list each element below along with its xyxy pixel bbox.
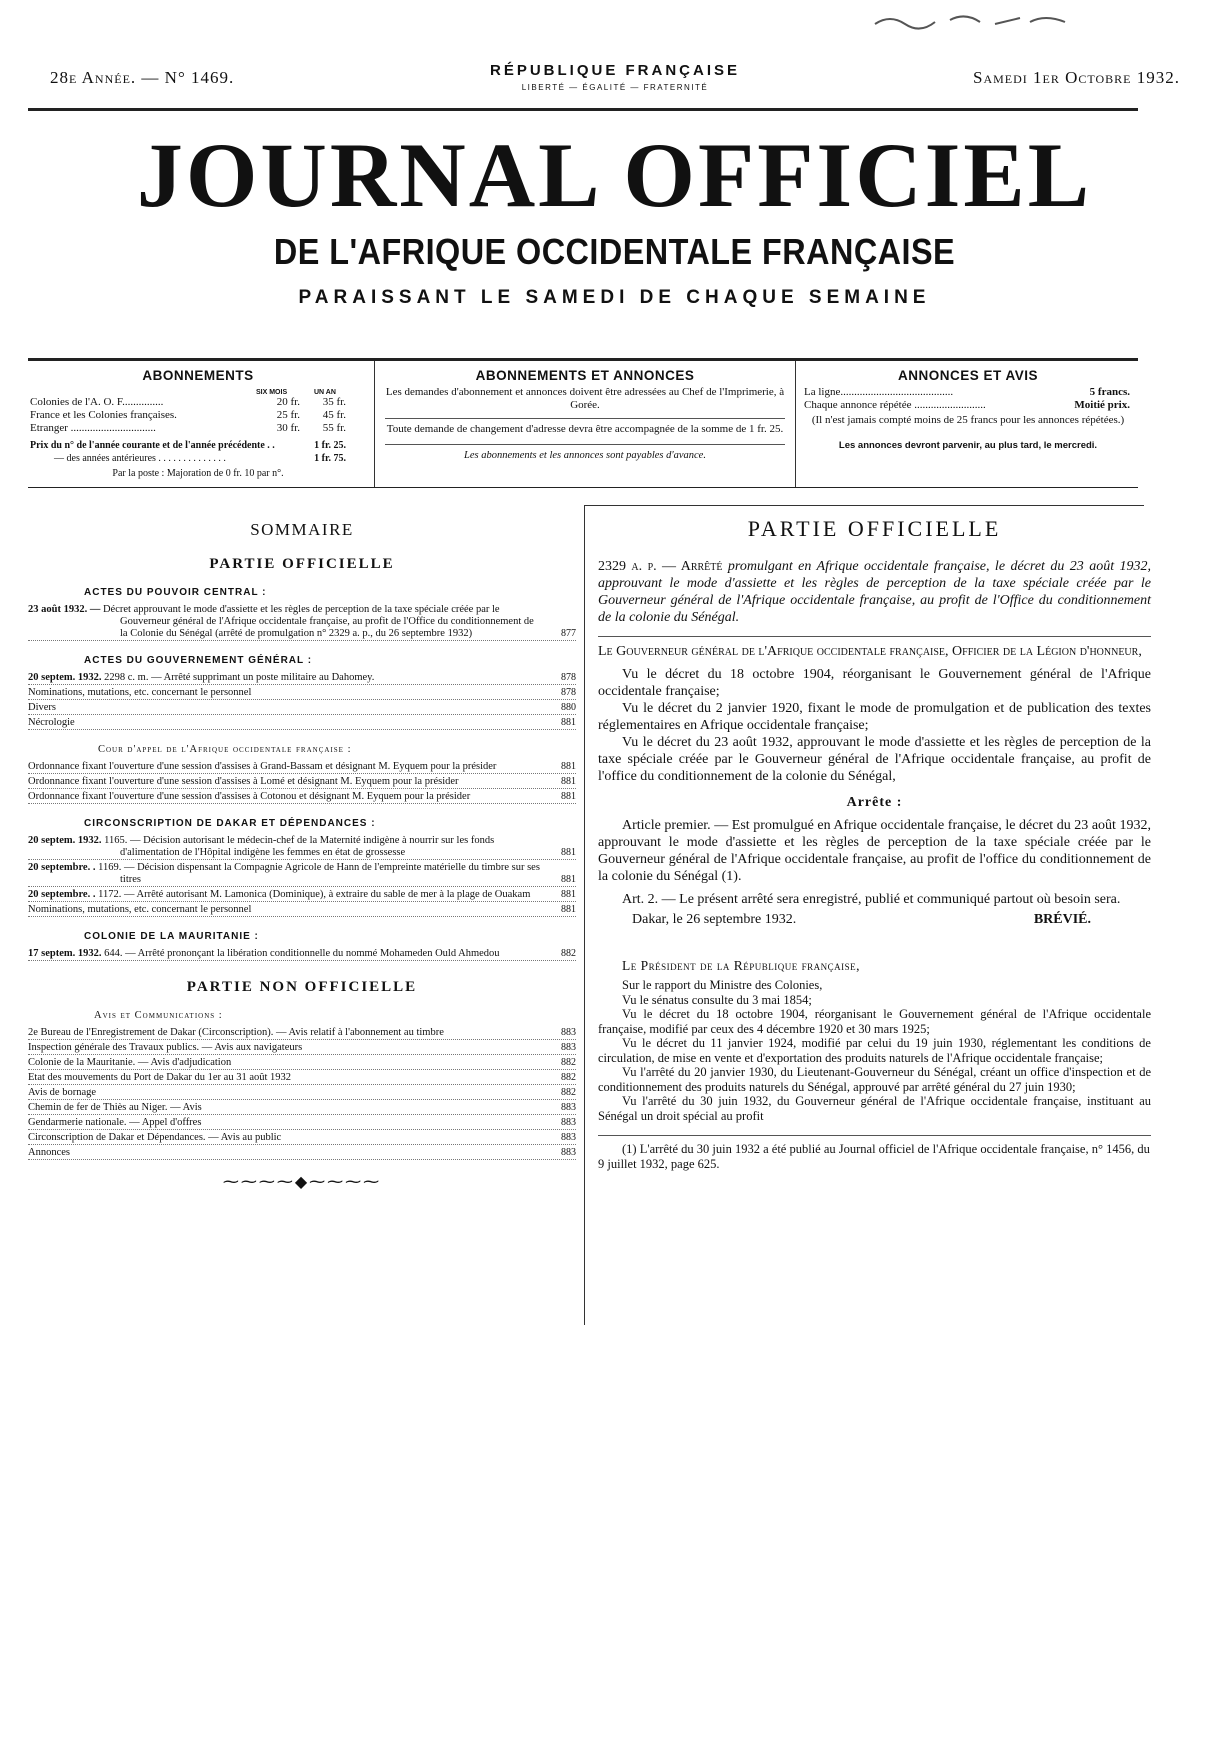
issue-number: 28e Année. — N° 1469. xyxy=(50,68,235,87)
toc-row xyxy=(28,791,576,804)
arrete-label: Arrête : xyxy=(846,795,903,810)
toc-date: 20 septembre. . xyxy=(28,862,96,873)
toc-text: Ordonnance fixant l'ouverture d'une session d'assises à Cotonou et désignant M. Eyquem pour la présider xyxy=(28,791,471,802)
ads-note: (Il n'est jamais compté moins de 25 francs pour les annonces répétées.) xyxy=(811,414,1125,426)
vu-1: Vu le décret du 18 octobre 1904, réorganisant le Gouvernement général de l'Afrique occidentale française; xyxy=(598,667,1151,699)
signature: BRÉVIÉ. xyxy=(1033,912,1091,927)
toc-date: 23 août 1932. — xyxy=(28,604,101,615)
avis-text: Annonces xyxy=(28,1147,70,1158)
toc-row xyxy=(28,948,576,961)
toc-page: 881 xyxy=(561,717,576,728)
tarif-row xyxy=(28,422,368,435)
toc-text: 2298 c. m. — Arrêté supprimant un poste militaire au Dahomey. xyxy=(104,672,375,683)
toc-text: Nominations, mutations, etc. concernant le personnel xyxy=(28,904,252,915)
avis-row xyxy=(28,1147,576,1160)
toc-page: 881 xyxy=(561,776,576,787)
decret-p3: Vu le décret du 18 octobre 1904, réorganisant le Gouvernement général de l'Afrique occidentale française, modifié par ceux des 4 décembre 1920 et 30 mars 1925; xyxy=(598,1007,1151,1036)
toc-section-head: CIRCONSCRIPTION DE DAKAR ET DÉPENDANCES : xyxy=(84,818,376,829)
article-2: Art. 2. — Le présent arrêté sera enregistré, publié et communiqué partout où besoin sera. xyxy=(622,892,1121,907)
toc-section-head: ACTES DU GOUVERNEMENT GÉNÉRAL : xyxy=(84,655,313,666)
sommaire-title: SOMMAIRE xyxy=(250,520,354,539)
toc-row xyxy=(28,687,576,700)
republic-name: RÉPUBLIQUE FRANÇAISE xyxy=(489,62,740,79)
toc-row xyxy=(28,889,576,902)
toc-date: 20 septem. 1932. xyxy=(28,835,102,846)
toc-row xyxy=(28,672,576,685)
ads-column xyxy=(798,361,1138,487)
president-line: Le Président de la République française, xyxy=(622,958,861,973)
avis-page: 883 xyxy=(561,1132,576,1143)
toc-date: 20 septem. 1932. xyxy=(28,672,102,683)
toc-page: 878 xyxy=(561,687,576,698)
sommaire-column xyxy=(28,512,576,1442)
arrete-heading xyxy=(598,558,1151,626)
ads-deadline: Les annonces devront parvenir, au plus tard, le mercredi. xyxy=(838,440,1098,451)
ads-line-value: 5 francs. xyxy=(1089,386,1130,398)
avis-text: Etat des mouvements du Port de Dakar du 1er au 31 août 1932 xyxy=(28,1072,292,1083)
toc-text: Ordonnance fixant l'ouverture d'une session d'assises à Grand-Bassam et désignant M. Eyquem pour la présider xyxy=(28,761,497,772)
footnote: (1) L'arrêté du 30 juin 1932 a été publié au Journal officiel de l'Afrique occidentale française, n° 1456, du 9 juillet 1932, page 625. xyxy=(598,1135,1151,1171)
vu-2: Vu le décret du 2 janvier 1920, fixant le mode de promulgation et de publication des textes réglementaires en Afrique occidentale française; xyxy=(598,701,1151,733)
arrete-number: 2329 a. p. — Arrêté xyxy=(598,559,723,574)
official-column xyxy=(592,512,1157,1512)
ads-title: ANNONCES ET AVIS xyxy=(897,368,1038,383)
signature-line xyxy=(632,912,1151,930)
toc-section-head: ACTES DU POUVOIR CENTRAL : xyxy=(84,587,267,598)
vu-3: Vu le décret du 23 août 1932, approuvant le mode d'assiette et les règles de perception de la taxe spéciale créée par le Gouverneur général de l'Afrique occidentale française, au profit de l'office du conditionnement de la colonie du Sénégal, xyxy=(598,735,1151,784)
toc-section-head: Cour d'appel de l'Afrique occidentale française : xyxy=(98,744,352,755)
toc-row xyxy=(28,835,576,860)
avis-page: 883 xyxy=(561,1102,576,1113)
price-old xyxy=(28,452,368,465)
price-current xyxy=(28,439,368,452)
subscriptions-ads-p1: Les demandes d'abonnement et annonces doivent être adressées au Chef de l'Imprimerie, à Gorée. xyxy=(385,386,785,411)
avis-page: 883 xyxy=(561,1027,576,1038)
toc-page: 882 xyxy=(561,948,576,959)
ads-repeat-price xyxy=(802,399,1134,412)
toc-text: Ordonnance fixant l'ouverture d'une session d'assises à Lomé et désignant M. Eyquem pour la présider xyxy=(28,776,459,787)
tarif-one-year: 35 fr. xyxy=(322,396,346,408)
tarif-rows xyxy=(28,396,368,435)
price-current-value: 1 fr. 25. xyxy=(314,440,346,451)
toc-text: Divers xyxy=(28,702,56,713)
subscriptions-ads-title: ABONNEMENTS ET ANNONCES xyxy=(475,368,695,383)
tarif-label: Etranger ............................... xyxy=(30,422,156,434)
avis-row xyxy=(28,1042,576,1055)
republic-motto: LIBERTÉ — ÉGALITÉ — FRATERNITÉ xyxy=(521,83,709,92)
toc-row xyxy=(28,604,576,641)
ads-line-price xyxy=(802,386,1134,399)
toc-page: 878 xyxy=(561,672,576,683)
ads-line-label: La ligne......................................... xyxy=(804,386,954,398)
toc-row xyxy=(28,717,576,730)
journal-subtitle: DE L'AFRIQUE OCCIDENTALE FRANÇAISE xyxy=(273,231,956,272)
sommaire-part-official: PARTIE OFFICIELLE xyxy=(209,556,395,572)
avis-row xyxy=(28,1102,576,1115)
avis-page: 883 xyxy=(561,1147,576,1158)
top-banner xyxy=(50,62,1180,102)
masthead xyxy=(0,125,1229,309)
avis-text: Circonscription de Dakar et Dépendances. — Avis au public xyxy=(28,1132,282,1143)
journal-title: JOURNAL OFFICIEL xyxy=(136,124,1093,226)
toc-page: 881 xyxy=(561,904,576,915)
tarif-one-year: 55 fr. xyxy=(322,422,346,434)
avis-text: Colonie de la Mauritanie. — Avis d'adjudication xyxy=(28,1057,232,1068)
avis-row xyxy=(28,1027,576,1040)
subscriptions-ads-column xyxy=(374,361,796,487)
avis-row xyxy=(28,1087,576,1100)
toc-page: 880 xyxy=(561,702,576,713)
avis-page: 882 xyxy=(561,1087,576,1098)
subscriptions-ads-p3: Les abonnements et les annonces sont payables d'avance. xyxy=(385,444,785,462)
toc-sections xyxy=(28,587,576,961)
subscriptions-ads-p2: Toute demande de changement d'adresse devra être accompagnée de la somme de 1 fr. 25. xyxy=(385,418,785,436)
avis-rows xyxy=(28,1027,576,1160)
avis-text: 2e Bureau de l'Enregistrement de Dakar (Circonscription). — Avis relatif à l'abonnement au timbre xyxy=(28,1027,444,1038)
tarif-six-months: 30 fr. xyxy=(276,422,300,434)
toc-text: Nécrologie xyxy=(28,717,75,728)
toc-row xyxy=(28,776,576,789)
toc-section-head: COLONIE DE LA MAURITANIE : xyxy=(84,931,259,942)
tarif-row xyxy=(28,409,368,422)
decret-p1: Sur le rapport du Ministre des Colonies, xyxy=(622,978,823,992)
gouverneur-line: Le Gouverneur général de l'Afrique occidentale française, Officier de la Légion d'honneur, xyxy=(598,636,1151,660)
toc-row xyxy=(28,761,576,774)
toc-text: 644. — Arrêté prononçant la libération conditionnelle du nommé Mohameden Ould Ahmedou xyxy=(104,948,500,959)
avis-text: Chemin de fer de Thiès au Niger. — Avis xyxy=(28,1102,202,1113)
avis-row xyxy=(28,1132,576,1145)
toc-text: Nominations, mutations, etc. concernant le personnel xyxy=(28,687,252,698)
toc-page: 881 xyxy=(561,847,576,858)
toc-page: 881 xyxy=(561,761,576,772)
subscriptions-column xyxy=(28,361,368,487)
ornament: ⁓⁓⁓⁓◆⁓⁓⁓⁓ xyxy=(222,1174,382,1191)
post-note: Par la poste : Majoration de 0 fr. 10 par n°. xyxy=(112,468,284,479)
decret-p6: Vu l'arrêté du 30 juin 1932, du Gouverneur général de l'Afrique occidentale française, instituant au Sénégal un droit spécial au profit xyxy=(598,1094,1151,1123)
avis-text: Gendarmerie nationale. — Appel d'offres xyxy=(28,1117,202,1128)
price-current-label: Prix du n° de l'année courante et de l'année précédente . . xyxy=(30,440,275,451)
arrete-title: promulgant en Afrique occidentale française, le décret du 23 août 1932, approuvant le mode d'assiette et les règles de perception de la taxe spéciale créée par le Gouverneur général de l'Afrique occidentale française, au profit de l'Office du conditionnement de la colonie du Sénégal. xyxy=(598,559,1152,625)
avis-row xyxy=(28,1057,576,1070)
handwritten-scribble xyxy=(870,6,1090,36)
tarif-label: Colonies de l'A. O. F............... xyxy=(30,396,164,408)
subscriptions-title: ABONNEMENTS xyxy=(142,368,254,383)
avis-text: Avis de bornage xyxy=(28,1087,97,1098)
tarif-header xyxy=(28,386,368,396)
decret-p5: Vu l'arrêté du 20 janvier 1930, du Lieutenant-Gouverneur du Sénégal, créant un office d'inspection et de conditionnement des produits naturels du Sénégal, approuvé par arrêté général du 27 juin 1930; xyxy=(598,1065,1151,1094)
republic-label xyxy=(430,62,800,92)
price-old-value: 1 fr. 75. xyxy=(314,453,346,464)
sommaire-part-non-official: PARTIE NON OFFICIELLE xyxy=(186,979,418,995)
decret-p2: Vu le sénatus consulte du 3 mai 1854; xyxy=(622,992,812,1007)
toc-text: Décret approuvant le mode d'assiette et les règles de perception de la taxe spéciale créée par le Gouverneur général de l'Afrique occidentale française, au profit de l'Office du conditionnement de la Colonie du Sénégal (arrêté de promulgation n° 2329 a. p., du 26 septembre 1932) xyxy=(102,604,534,639)
avis-head: Avis et Communications : xyxy=(94,1010,223,1021)
avis-page: 882 xyxy=(561,1057,576,1068)
avis-text: Inspection générale des Travaux publics. — Avis aux navigateurs xyxy=(28,1042,303,1053)
ads-repeat-label: Chaque annonce répétée .......................... xyxy=(804,399,986,411)
ads-repeat-value: Moitié prix. xyxy=(1074,399,1130,411)
avis-page: 883 xyxy=(561,1117,576,1128)
tarif-row xyxy=(28,396,368,409)
toc-page: 881 xyxy=(561,791,576,802)
right-column-rule xyxy=(584,505,1144,506)
avis-page: 883 xyxy=(561,1042,576,1053)
header-rule xyxy=(28,108,1138,111)
toc-text: 1172. — Arrêté autorisant M. Lamonica (Dominique), à extraire du sable de mer à la plage de Ouakam xyxy=(98,889,531,900)
column-divider xyxy=(584,505,585,1325)
tarif-six-months: 25 fr. xyxy=(276,409,300,421)
avis-row xyxy=(28,1072,576,1085)
toc-date: 20 septembre. . xyxy=(28,889,96,900)
avis-row xyxy=(28,1117,576,1130)
official-title: PARTIE OFFICIELLE xyxy=(747,516,1002,541)
toc-text: 1169. — Décision dispensant la Compagnie Agricole de Hann de l'empreinte matérielle du timbre sur ses titres xyxy=(98,862,540,885)
price-old-label: — des années antérieures . . . . . . . . . . . . . . xyxy=(54,453,226,464)
toc-row xyxy=(28,702,576,715)
tarif-head-six: SIX MOIS xyxy=(256,389,288,396)
toc-date: 17 septem. 1932. xyxy=(28,948,102,959)
toc-row xyxy=(28,904,576,917)
issue-date: Samedi 1er Octobre 1932. xyxy=(972,68,1180,87)
journal-periodicity: PARAISSANT LE SAMEDI DE CHAQUE SEMAINE xyxy=(298,287,931,308)
tarif-one-year: 45 fr. xyxy=(322,409,346,421)
subscription-box xyxy=(28,358,1138,488)
toc-row xyxy=(28,862,576,887)
toc-text: 1165. — Décision autorisant le médecin-chef de la Maternité indigène à nourrir sur les fonds d'alimentation de l'Hôpital indigène les femmes en état de grossesse xyxy=(104,835,495,858)
tarif-label: France et les Colonies françaises. xyxy=(30,409,177,421)
tarif-head-year: UN AN xyxy=(314,389,336,396)
toc-page: 881 xyxy=(561,874,576,885)
toc-page: 877 xyxy=(561,628,576,639)
toc-page: 881 xyxy=(561,889,576,900)
avis-page: 882 xyxy=(561,1072,576,1083)
place-date: Dakar, le 26 septembre 1932. xyxy=(632,912,797,927)
tarif-six-months: 20 fr. xyxy=(276,396,300,408)
decret-p4: Vu le décret du 11 janvier 1924, modifié par celui du 19 juin 1930, réglementant les conditions de circulation, de mise en vente et d'exportation des produits naturels de l'Afrique occidentale française; xyxy=(598,1036,1151,1065)
article-1: Article premier. — Est promulgué en Afrique occidentale française, le décret du 23 août 1932, approuvant le mode d'assiette et les règles de perception de la taxe spéciale créée par le Gouverneur général de l'Afrique occidentale française, au profit de l'office du conditionnement de la colonie du Sénégal (1). xyxy=(598,818,1151,884)
